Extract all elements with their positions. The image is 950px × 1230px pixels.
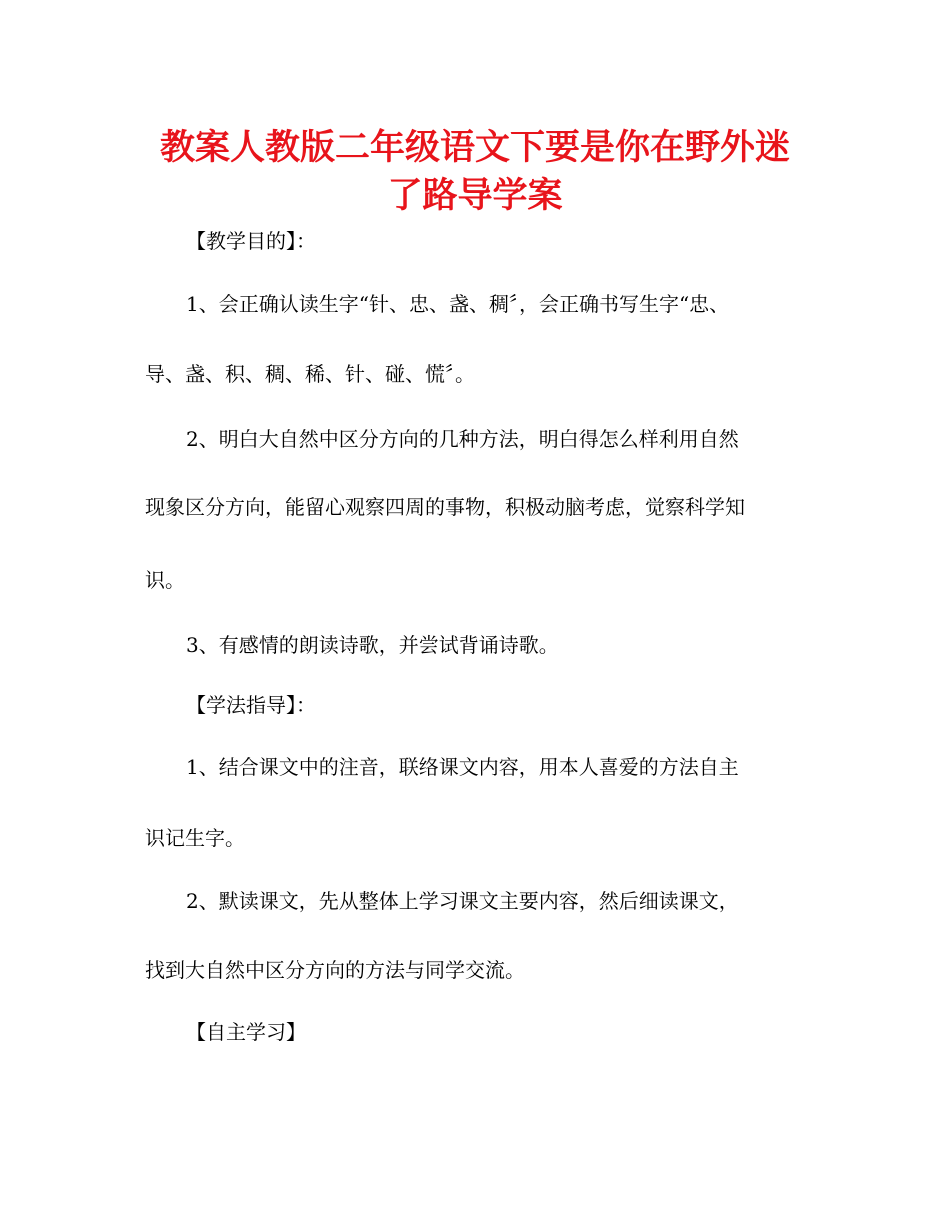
paragraph-line: 识。 (145, 568, 185, 592)
paragraph-line: 1、结合课文中的注音，联络课文内容，用本人喜爱的方法自主 (186, 755, 739, 779)
paragraph-line: 2、默读课文，先从整体上学习课文主要内容，然后细读课文， (186, 889, 739, 913)
paragraph-line: 1、会正确认读生字“针、忠、盏、稠〞，会正确书写生字“忠、 (186, 292, 730, 316)
paragraph-line: 识记生字。 (145, 826, 245, 850)
paragraph-line: 找到大自然中区分方向的方法与同学交流。 (145, 958, 525, 982)
paragraph-line: 现象区分方向，能留心观察四周的事物，积极动脑考虑，觉察科学知 (145, 495, 745, 519)
section-heading-study-guidance: 【学法指导】： (186, 693, 316, 717)
document-title-line-2: 了路导学案 (387, 176, 563, 216)
section-heading-teaching-goals: 【教学目的】： (186, 229, 316, 253)
paragraph-line: 3、有感情的朗读诗歌，并尝试背诵诗歌。 (186, 633, 559, 657)
paragraph-line: 导、盏、积、稠、稀、针、碰、慌〞。 (145, 362, 475, 386)
section-heading-self-study: 【自主学习】 (186, 1020, 306, 1044)
paragraph-line: 2、明白大自然中区分方向的几种方法，明白得怎么样利用自然 (186, 427, 739, 451)
document-title-line-1: 教案人教版二年级语文下要是你在野外迷 (159, 128, 790, 168)
